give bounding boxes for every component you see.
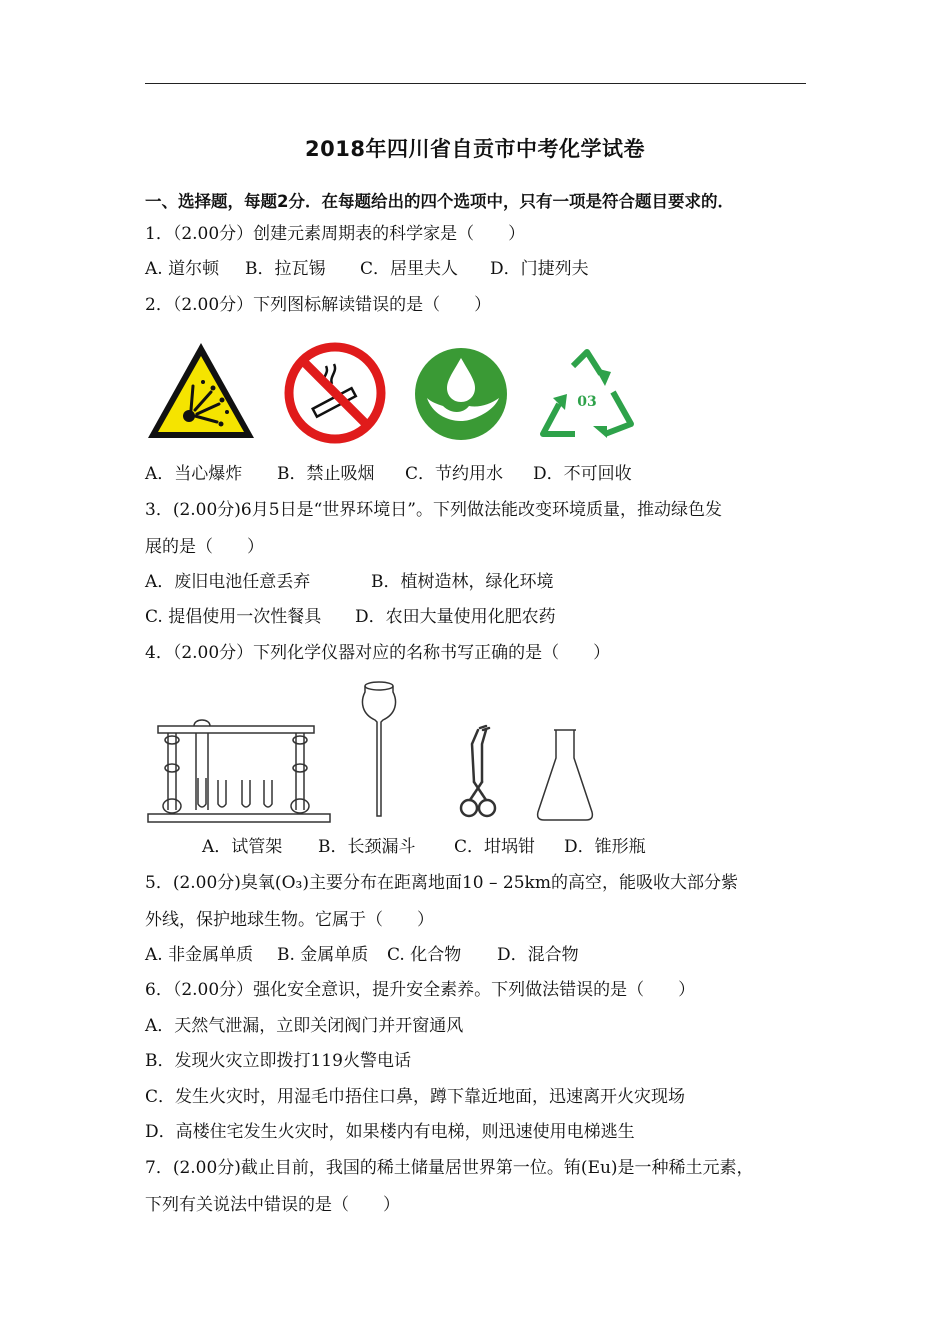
header-rule <box>145 83 806 84</box>
q1-option-a: A. 道尔顿 <box>145 259 220 279</box>
q2-option-a: A．当心爆炸 <box>145 464 243 484</box>
q3-option-b: B．植树造林，绿化环境 <box>371 572 554 592</box>
q5-option-b: B. 金属单质 <box>277 945 369 965</box>
q6-option-c: C．发生火灾时，用湿毛巾捂住口鼻，蹲下靠近地面，迅速离开火灾现场 <box>145 1087 686 1107</box>
test-tube-rack-figure <box>146 718 332 824</box>
q3-stem-line2: 展的是（ ） <box>145 537 264 557</box>
q5-options <box>145 944 579 966</box>
q3-options-row1 <box>145 571 554 593</box>
crucible-tongs-figure <box>456 724 502 824</box>
q1-option-d: D．门捷列夫 <box>490 259 589 279</box>
q5-stem-line2: 外线，保护地球生物。它属于（ ） <box>145 910 434 930</box>
q1-option-c: C．居里夫人 <box>360 259 459 279</box>
q3-stem-line1: 3．(2.00分)6月5日是“世界环境日”。下列做法能改变环境质量，推动绿色发 <box>145 500 722 520</box>
q3-option-a: A．废旧电池任意丢弃 <box>145 572 311 592</box>
q6-option-b: B．发现火灾立即拨打119火警电话 <box>145 1051 411 1071</box>
page-title: 2018年四川省自贡市中考化学试卷 <box>305 137 645 161</box>
recycle-icon <box>535 346 639 442</box>
water-saving-icon <box>413 346 509 442</box>
q1-stem: 1．（2.00分）创建元素周期表的科学家是（ ） <box>145 224 526 244</box>
q3-option-c: C. 提倡使用一次性餐具 <box>145 607 322 627</box>
q7-stem-line2: 下列有关说法中错误的是（ ） <box>145 1195 400 1215</box>
q6-stem: 6．（2.00分）强化安全意识，提升安全素养。下列做法错误的是（ ） <box>145 980 696 1000</box>
q3-option-d: D．农田大量使用化肥农药 <box>355 607 556 627</box>
q2-stem: 2．（2.00分）下列图标解读错误的是（ ） <box>145 295 492 315</box>
q4-options <box>202 836 646 858</box>
no-smoking-icon <box>284 342 386 444</box>
conical-flask-figure <box>534 728 596 824</box>
q4-option-c: C．坩埚钳 <box>454 837 536 857</box>
long-neck-funnel-figure <box>358 680 400 820</box>
q5-stem-line1: 5．(2.00分)臭氧(O₃)主要分布在距离地面10 – 25km的高空，能吸收大部分紫 <box>145 873 738 893</box>
q4-stem: 4．（2.00分）下列化学仪器对应的名称书写正确的是（ ） <box>145 643 611 663</box>
q2-option-b: B．禁止吸烟 <box>277 464 375 484</box>
explosion-warning-icon <box>145 340 257 442</box>
q2-option-c: C．节约用水 <box>405 464 504 484</box>
q2-options <box>145 463 632 485</box>
q5-option-d: D．混合物 <box>497 945 579 965</box>
q1-options <box>145 258 589 280</box>
q5-option-a: A. 非金属单质 <box>145 945 254 965</box>
q2-option-d: D．不可回收 <box>533 464 632 484</box>
q4-option-d: D．锥形瓶 <box>564 837 646 857</box>
q6-option-d: D．高楼住宅发生火灾时，如果楼内有电梯，则迅速使用电梯逃生 <box>145 1122 635 1142</box>
q7-stem-line1: 7．(2.00分)截止目前，我国的稀土储量居世界第一位。铕(Eu)是一种稀土元素， <box>145 1158 754 1178</box>
section-heading: 一、选择题，每题2分．在每题给出的四个选项中，只有一项是符合题目要求的． <box>145 192 734 211</box>
q5-option-c: C. 化合物 <box>387 945 462 965</box>
recycle-code: 03 <box>577 394 597 410</box>
q3-options-row2 <box>145 606 556 628</box>
q4-option-b: B．长颈漏斗 <box>318 837 416 857</box>
q6-option-a: A．天然气泄漏，立即关闭阀门并开窗通风 <box>145 1016 464 1036</box>
q1-option-b: B．拉瓦锡 <box>245 259 326 279</box>
q4-option-a: A．试管架 <box>202 837 283 857</box>
